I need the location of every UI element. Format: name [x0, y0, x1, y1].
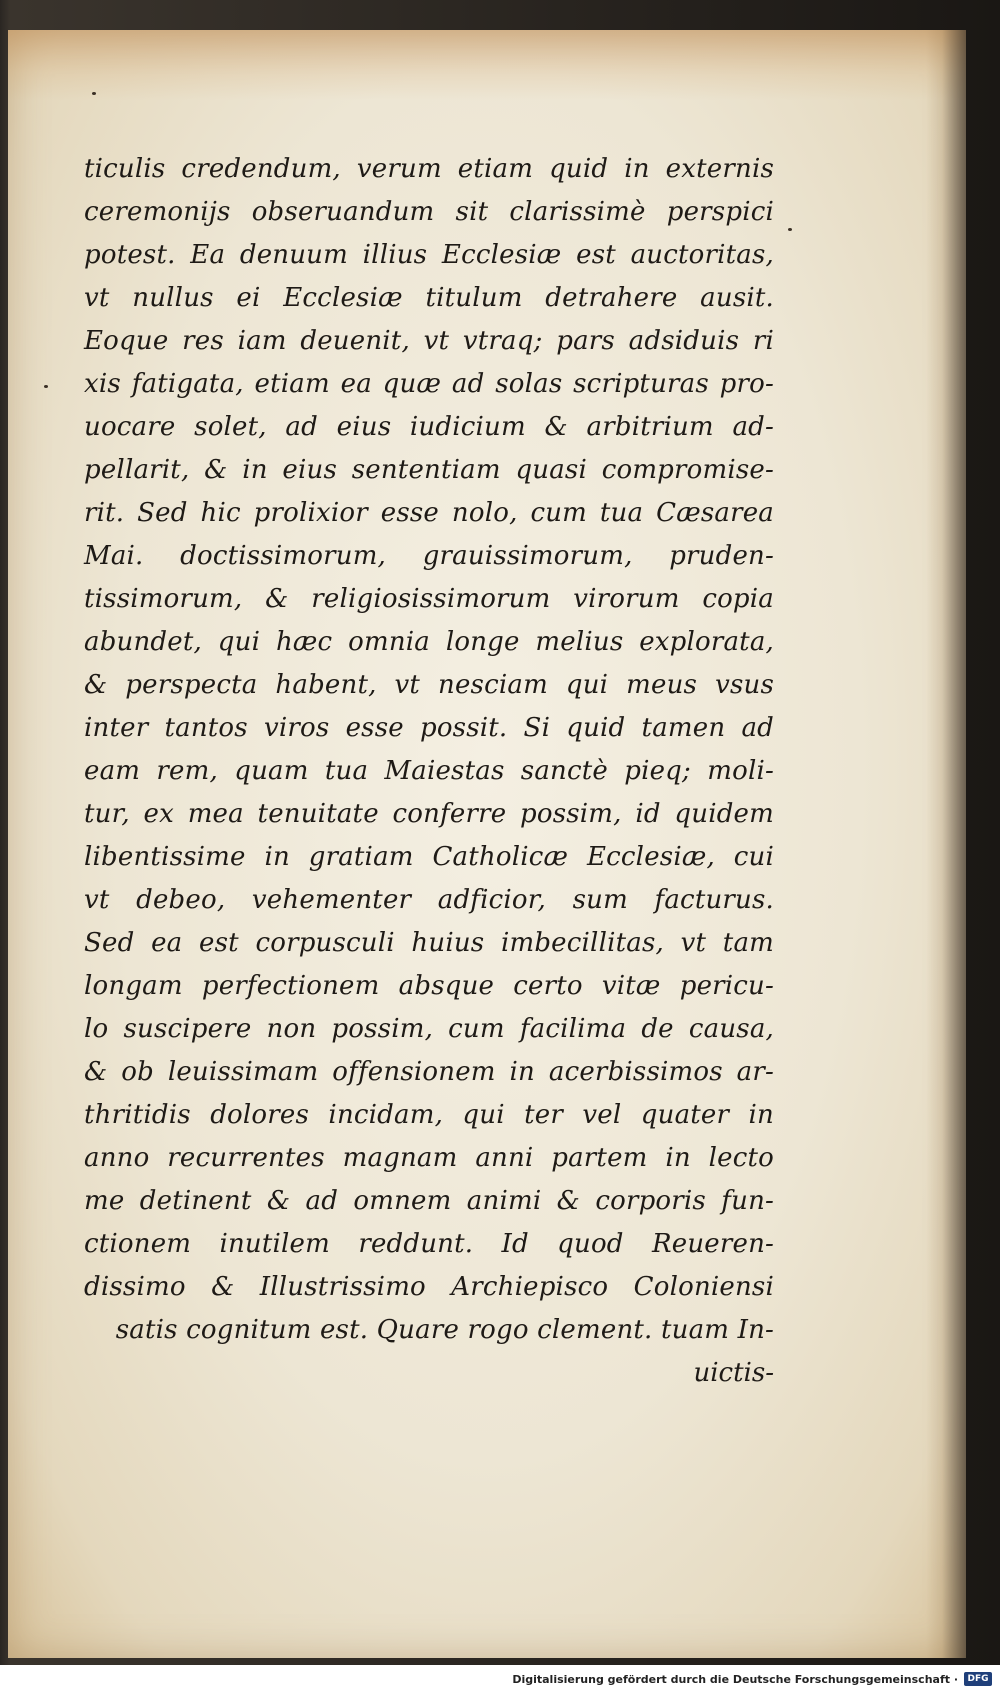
- text-line: ctionem inutilem reddunt. Id quod Reueren-: [84, 1229, 774, 1259]
- text-line: dissimo & Illustrissimo Archiepisco Coloniensi: [84, 1272, 774, 1302]
- text-line: xis fatigata, etiam ea quæ ad solas scripturas pro-: [84, 369, 774, 399]
- text-line: pellarit, & in eius sententiam quasi compromise-: [84, 455, 774, 485]
- text-line: longam perfectionem absque certo vitæ pericu-: [84, 971, 774, 1001]
- text-line: abundet, qui hæc omnia longe melius explorata,: [84, 627, 774, 657]
- book-page: [8, 30, 966, 1658]
- text-line: satis cognitum est. Quare rogo clement. tuam In-: [115, 1315, 774, 1345]
- text-line: tur, ex mea tenuitate conferre possim, id quidem: [84, 799, 774, 829]
- footer-credit: Digitalisierung gefördert durch die Deutsche Forschungsgemeinschaft ·: [512, 1673, 958, 1686]
- text-line: anno recurrentes magnam anni partem in lecto: [84, 1143, 774, 1173]
- footer-bar: [0, 1665, 1000, 1691]
- text-line: lo suscipere non possim, cum facilima de causa,: [84, 1014, 774, 1044]
- text-line: ceremonijs obseruandum sit clarissimè perspici: [84, 197, 774, 227]
- text-line: uocare solet, ad eius iudicium & arbitrium ad-: [84, 412, 774, 442]
- text-line: vt nullus ei Ecclesiæ titulum detrahere ausit.: [84, 283, 774, 313]
- text-line: Mai. doctissimorum, grauissimorum, pruden-: [84, 541, 774, 571]
- ink-speck: [44, 385, 48, 388]
- catchword: uictis-: [693, 1358, 774, 1388]
- text-line: thritidis dolores incidam, qui ter vel quater in: [84, 1100, 774, 1130]
- text-line: tissimorum, & religiosissimorum virorum copia: [84, 584, 774, 614]
- text-line: potest. Ea denuum illius Ecclesiæ est auctoritas,: [84, 240, 774, 270]
- text-line: inter tantos viros esse possit. Si quid tamen ad: [84, 713, 774, 743]
- text-line: eam rem, quam tua Maiestas sanctè pieq; moli-: [84, 756, 774, 786]
- ink-speck: [92, 92, 96, 95]
- text-line: Sed ea est corpusculi huius imbecillitas, vt tam: [84, 928, 774, 958]
- text-line: vt debeo, vehementer adficior, sum facturus.: [84, 885, 774, 915]
- body-text: [84, 148, 774, 1352]
- ink-speck: [788, 228, 792, 231]
- text-line: libentissime in gratiam Catholicæ Ecclesiæ, cui: [84, 842, 774, 872]
- text-line: & perspecta habent, vt nesciam qui meus vsus: [84, 670, 774, 700]
- text-line: & ob leuissimam offensionem in acerbissimos ar-: [84, 1057, 774, 1087]
- text-line: Eoque res iam deuenit, vt vtraq; pars adsiduis ri: [84, 326, 774, 356]
- dfg-logo-icon: DFG: [964, 1672, 992, 1686]
- text-line: ticulis credendum, verum etiam quid in externis: [84, 154, 774, 184]
- text-line: rit. Sed hic prolixior esse nolo, cum tua Cæsarea: [84, 498, 774, 528]
- text-line: me detinent & ad omnem animi & corporis fun-: [84, 1186, 774, 1216]
